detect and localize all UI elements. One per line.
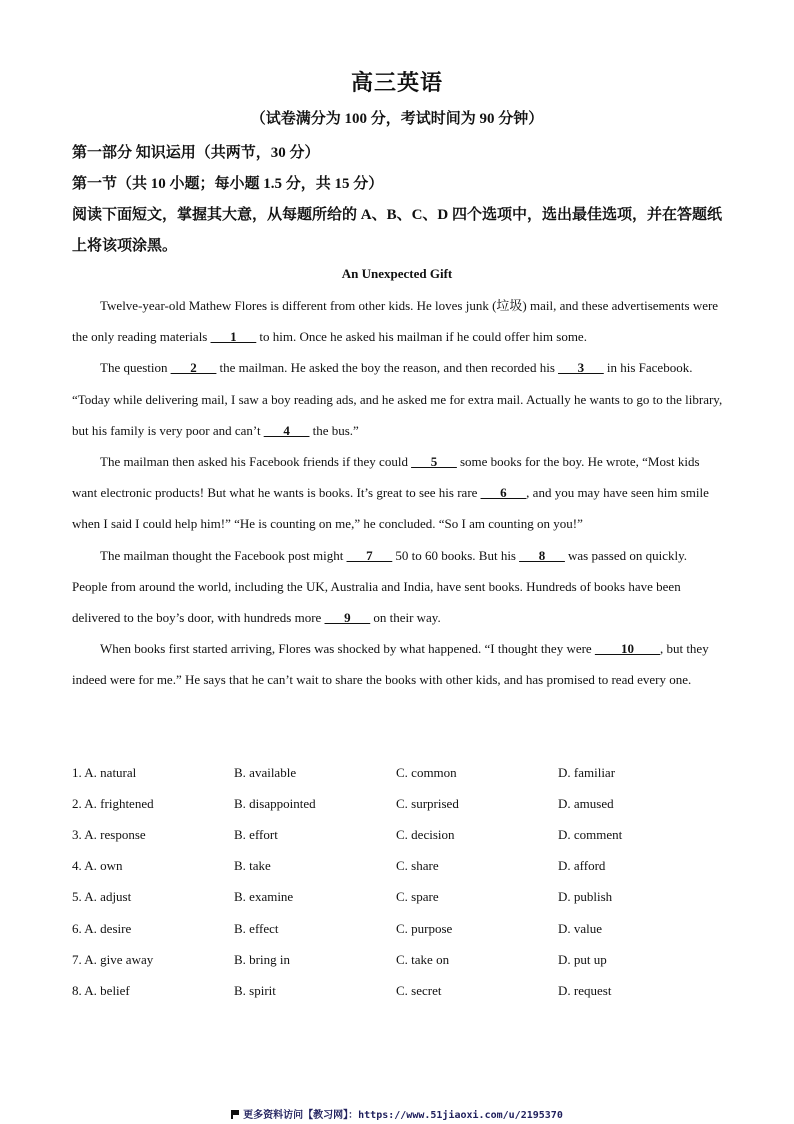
- footer-link[interactable]: 更多资料访问【教习网】：https://www.51jiaoxi.com/u/2195370: [243, 1110, 563, 1121]
- passage-text: The mailman then asked his Facebook friends if they could: [100, 454, 412, 470]
- option: C. spare: [396, 889, 439, 905]
- option: B. effect: [234, 920, 279, 936]
- option: C. purpose: [396, 920, 453, 936]
- passage-text: the bus.”: [309, 422, 359, 438]
- option: B. effort: [234, 826, 278, 842]
- passage-text: The mailman thought the Facebook post might: [100, 547, 347, 563]
- option: C. common: [396, 764, 457, 780]
- option: D. request: [558, 982, 612, 998]
- passage-text: on their way.: [370, 610, 441, 626]
- flag-icon: [231, 1110, 239, 1119]
- footer: [0, 1106, 794, 1121]
- option: D. comment: [558, 826, 623, 842]
- answer-options: [72, 757, 724, 1007]
- option: B. take: [234, 858, 271, 874]
- option-row: [72, 913, 724, 944]
- passage-text: to him. Once he asked his mailman if he could offer him some.: [256, 329, 587, 345]
- blank-9: ___9___: [324, 610, 371, 626]
- paragraph: [72, 540, 724, 634]
- instruction-text: 阅读下面短文，掌握其大意，从每题所给的 A、B、C、D 四个选项中，选出最佳选项，并在答题纸上将该项涂黑。: [72, 207, 723, 254]
- paragraph: [72, 446, 724, 540]
- option: 2. A. frightened: [72, 795, 154, 811]
- blank-8: ___8___: [519, 547, 565, 563]
- option: C. secret: [396, 982, 442, 998]
- blank-6: ___6___: [480, 485, 527, 501]
- option: B. disappointed: [234, 795, 316, 811]
- option: D. put up: [558, 951, 607, 967]
- option: B. spirit: [234, 982, 276, 998]
- option: 6. A. desire: [72, 920, 132, 936]
- exam-info: （试卷满分为 100 分，考试时间为 90 分钟）: [250, 111, 544, 127]
- option: C. take on: [396, 951, 450, 967]
- paragraph: [72, 290, 724, 352]
- passage-text: Twelve-year-old Mathew Flores is different from other kids. He loves junk (垃圾) mail, and these advertisements were the only reading materials: [72, 298, 719, 345]
- option: 3. A. response: [72, 826, 146, 842]
- option-row: [72, 788, 724, 819]
- option-row: [72, 851, 724, 882]
- paragraph: [72, 352, 724, 446]
- option: 1. A. natural: [72, 764, 137, 780]
- part-heading: 第一部分 知识运用（共两节，30 分）: [72, 145, 320, 161]
- passage-text: The question: [100, 360, 171, 376]
- passage-text: , but they indeed were for me.” He says that he can’t wait to share the books with other kids, and has promised to read every one.: [72, 641, 709, 688]
- option-row: [72, 757, 724, 788]
- option-row: [72, 819, 724, 850]
- option: 5. A. adjust: [72, 889, 132, 905]
- paragraph: [72, 633, 724, 695]
- blank-1: ___1___: [210, 329, 257, 345]
- option: D. familiar: [558, 764, 616, 780]
- blank-10: ____10____: [594, 641, 660, 657]
- option: D. amused: [558, 795, 614, 811]
- passage-text: some books for the boy. He wrote, “Most kids want electronic products! But what he wants is books. It’s great to see his rare: [72, 454, 700, 501]
- blank-4: ___4___: [263, 422, 310, 438]
- option: C. share: [396, 858, 439, 874]
- passage-text: 50 to 60 books. But his: [392, 547, 520, 563]
- blank-2: ___2___: [170, 360, 217, 376]
- option: B. available: [234, 764, 297, 780]
- subsection-heading: 第一节（共 10 小题；每小题 1.5 分，共 15 分）: [72, 176, 384, 192]
- option: D. afford: [558, 858, 606, 874]
- passage: [72, 290, 724, 696]
- option: D. publish: [558, 889, 613, 905]
- option: B. examine: [234, 889, 294, 905]
- option: 8. A. belief: [72, 982, 130, 998]
- option-row: [72, 944, 724, 975]
- blank-5: ___5___: [411, 454, 457, 470]
- option: 7. A. give away: [72, 951, 154, 967]
- option-row: [72, 975, 724, 1006]
- passage-text: in his Facebook. “Today while delivering mail, I saw a boy reading ads, and he asked me for extra mail. Actually he wants to go to the library, but his family is very poor and can’t: [72, 360, 723, 438]
- option: D. value: [558, 920, 603, 936]
- option: C. decision: [396, 826, 455, 842]
- option: B. bring in: [234, 951, 290, 967]
- passage-text: When books first started arriving, Flores was shocked by what happened. “I thought they were: [100, 641, 595, 657]
- passage-text: , and you may have seen him smile when I said I could help him!” “He is counting on me,” he concluded. “So I am counting on you!”: [72, 485, 709, 532]
- option: C. surprised: [396, 795, 459, 811]
- blank-3: ___3___: [558, 360, 604, 376]
- passage-text: was passed on quickly. People from around the world, including the UK, Australia and India, have sent books. Hundreds of books have been delivered to the boy’s door, with hundreds more: [72, 547, 688, 626]
- page-title: 高三英语: [350, 70, 443, 95]
- option: 4. A. own: [72, 858, 123, 874]
- passage-text: the mailman. He asked the boy the reason, and then recorded his: [216, 360, 559, 376]
- passage-title: An Unexpected Gift: [341, 266, 453, 281]
- blank-7: ___7___: [346, 547, 393, 563]
- option-row: [72, 882, 724, 913]
